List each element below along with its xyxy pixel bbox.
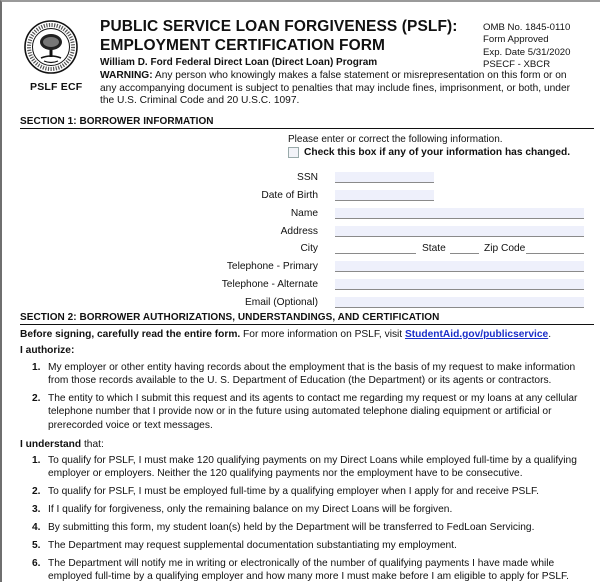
- name-field[interactable]: [335, 208, 584, 219]
- warning-label: WARNING:: [100, 70, 153, 81]
- understand-item: [32, 485, 597, 498]
- info-changed-row: [288, 147, 570, 158]
- form-approved: Form Approved: [483, 34, 549, 46]
- warning-body: Any person who knowingly makes a false statement or misrepresentation on this form or on any accompanying document is subject to penalties that may include fines, imprisonment, or both, under the U.S. Criminal Code and 20 U.S.C. 1097.: [100, 70, 571, 107]
- understand-item: [32, 539, 597, 552]
- understand-item: [32, 454, 597, 481]
- item-text: To qualify for PSLF, I must be employed full-time by a qualifying employer when I apply for and receive PSLF.: [48, 486, 539, 497]
- phone-alternate-label: Telephone - Alternate: [221, 279, 318, 290]
- authorize-item: [32, 361, 597, 388]
- zip-label: Zip Code: [484, 243, 526, 254]
- address-label: Address: [280, 226, 318, 237]
- phone-primary-field[interactable]: [335, 261, 584, 272]
- item-number: 2.: [32, 393, 41, 404]
- understand-item: [32, 521, 597, 534]
- item-text: By submitting this form, my student loan(s) held by the Department will be transferred to FedLoan Servicing.: [48, 522, 535, 533]
- item-text: If I qualify for forgiveness, only the remaining balance on my Direct Loans will be forgiven.: [48, 504, 453, 515]
- item-number: 5.: [32, 540, 41, 551]
- department-of-education-seal-icon: [24, 20, 78, 74]
- item-text: My employer or other entity having records about the employment that is the basis of my request to make information from those records available to the U. S. Department of Education (the Department) or its agents or contractors.: [48, 362, 576, 387]
- understand-rest: that:: [81, 439, 104, 450]
- omb-info: [483, 22, 570, 71]
- email-field[interactable]: [335, 297, 584, 308]
- title-line-2: EMPLOYMENT CERTIFICATION FORM: [100, 37, 386, 54]
- omb-number: OMB No. 1845-0110: [483, 22, 571, 33]
- form-title: [100, 17, 458, 55]
- understand-item: [32, 557, 597, 582]
- item-number: 3.: [32, 504, 41, 515]
- email-label: Email (Optional): [244, 297, 318, 308]
- dob-field[interactable]: [335, 190, 434, 201]
- item-number: 1.: [32, 455, 41, 466]
- expiration-date: Exp. Date 5/31/2020: [483, 46, 571, 58]
- state-label: State: [422, 243, 446, 254]
- name-label: Name: [290, 208, 318, 219]
- section-2-heading: SECTION 2: BORROWER AUTHORIZATIONS, UNDERSTANDINGS, AND CERTIFICATION: [20, 312, 594, 325]
- section-2-intro: [20, 329, 551, 340]
- intro-bold: Before signing, carefully read the entire form.: [20, 329, 241, 340]
- address-field[interactable]: [335, 226, 584, 237]
- ssn-field[interactable]: [335, 172, 434, 183]
- city-field[interactable]: [335, 243, 416, 254]
- section-1-instruction: Please enter or correct the following information.: [288, 134, 503, 145]
- warning-text: [100, 70, 580, 108]
- zip-field[interactable]: [526, 243, 584, 254]
- studentaid-link[interactable]: StudentAid.gov/publicservice: [404, 329, 549, 340]
- intro-end: .: [548, 329, 552, 340]
- state-field[interactable]: [450, 243, 479, 254]
- info-changed-checkbox[interactable]: [288, 147, 299, 158]
- phone-alternate-field[interactable]: [335, 279, 584, 290]
- understand-item: [32, 503, 597, 516]
- ssn-label: SSN: [297, 172, 318, 183]
- title-line-1: PUBLIC SERVICE LOAN FORGIVENESS (PSLF):: [100, 18, 458, 35]
- city-label: City: [300, 243, 318, 254]
- authorize-heading: I authorize:: [20, 345, 75, 356]
- item-text: The entity to which I submit this request and its agents to contact me regarding my request or my loans at any cellular telephone number that I provide now or in the future using automated telephone dialing equipment or artificial or prerecorded voice or text messages.: [48, 393, 578, 431]
- understand-bold: I understand: [20, 439, 82, 450]
- intro-text: For more information on PSLF, visit: [240, 329, 405, 340]
- item-number: 2.: [32, 486, 41, 497]
- item-text: The Department may request supplemental documentation substantiating my employment.: [48, 540, 457, 551]
- item-text: The Department will notify me in writing or electronically of the number of qualifying payments I have made while employed full-time by a qualifying employer and how many more I must make before I am eligible to apply for PSLF.: [48, 558, 569, 582]
- understand-heading: [20, 439, 104, 450]
- section-1-heading: SECTION 1: BORROWER INFORMATION: [20, 116, 594, 129]
- item-number: 1.: [32, 362, 41, 373]
- dob-label: Date of Birth: [261, 190, 318, 201]
- program-subtitle: William D. Ford Federal Direct Loan (Direct Loan) Program: [100, 57, 378, 68]
- item-number: 4.: [32, 522, 41, 533]
- item-text: To qualify for PSLF, I must make 120 qualifying payments on my Direct Loans while employed full-time by a qualifying employer or employers. Neither the 120 qualifying payments nor the employment have to be consecutive.: [48, 455, 577, 480]
- authorize-item: [32, 392, 597, 432]
- info-changed-label: Check this box if any of your information has changed.: [304, 147, 571, 158]
- phone-primary-label: Telephone - Primary: [226, 261, 318, 272]
- form-id: PSECF - XBCR: [483, 58, 551, 70]
- item-number: 6.: [32, 558, 41, 569]
- form-code: PSLF ECF: [30, 81, 83, 93]
